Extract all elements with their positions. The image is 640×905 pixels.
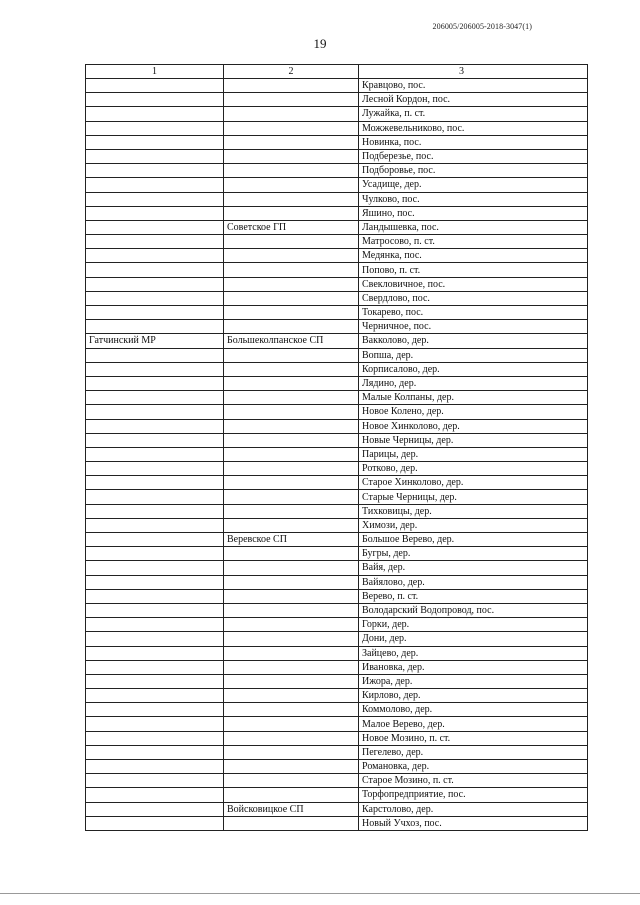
settlement-cell (224, 504, 359, 518)
locality-cell: Ижора, дер. (359, 674, 588, 688)
table-row (86, 376, 588, 390)
table-row (86, 121, 588, 135)
locality-cell: Попово, п. ст. (359, 263, 588, 277)
settlement-cell (224, 249, 359, 263)
page-number: 19 (313, 36, 327, 51)
settlement-cell (224, 760, 359, 774)
settlement-cell (224, 235, 359, 249)
table-row (86, 135, 588, 149)
document-code: 206005/206005-2018-3047(1) (432, 22, 532, 31)
district-cell (86, 774, 224, 788)
settlement-cell (224, 320, 359, 334)
settlement-cell (224, 788, 359, 802)
district-cell (86, 731, 224, 745)
locality-cell: Вопша, дер. (359, 348, 588, 362)
table-row (86, 618, 588, 632)
settlement-cell (224, 717, 359, 731)
column-header-2: 2 (224, 65, 359, 79)
locality-cell: Чулково, пос. (359, 192, 588, 206)
district-cell (86, 263, 224, 277)
settlement-cell (224, 79, 359, 93)
locality-cell: Ивановка, дер. (359, 660, 588, 674)
settlement-cell (224, 518, 359, 532)
column-header-3: 3 (359, 65, 588, 79)
district-cell (86, 618, 224, 632)
district-cell (86, 348, 224, 362)
district-cell (86, 206, 224, 220)
settlement-cell (224, 774, 359, 788)
locality-cell: Подборовье, пос. (359, 164, 588, 178)
settlement-cell (224, 306, 359, 320)
table-row (86, 235, 588, 249)
bottom-scan-edge (0, 893, 640, 894)
table-row (86, 802, 588, 816)
table-row (86, 674, 588, 688)
table-row (86, 476, 588, 490)
district-cell (86, 462, 224, 476)
table-row (86, 447, 588, 461)
table-header-row (86, 65, 588, 79)
district-cell (86, 291, 224, 305)
district-cell (86, 561, 224, 575)
table-row (86, 107, 588, 121)
locality-cell: Новое Колено, дер. (359, 405, 588, 419)
district-cell (86, 419, 224, 433)
district-cell (86, 135, 224, 149)
locality-cell: Торфопредприятие, пос. (359, 788, 588, 802)
locality-cell: Химози, дер. (359, 518, 588, 532)
table-row (86, 206, 588, 220)
locality-cell: Лужайка, п. ст. (359, 107, 588, 121)
table-row (86, 306, 588, 320)
district-cell (86, 220, 224, 234)
settlement-cell: Советское ГП (224, 220, 359, 234)
district-cell (86, 533, 224, 547)
district-cell (86, 646, 224, 660)
locality-cell: Старое Хинколово, дер. (359, 476, 588, 490)
district-cell (86, 816, 224, 830)
locality-cell: Горки, дер. (359, 618, 588, 632)
settlement-cell (224, 589, 359, 603)
locality-cell: Коммолово, дер. (359, 703, 588, 717)
settlement-cell (224, 646, 359, 660)
table-row (86, 504, 588, 518)
settlement-cell (224, 618, 359, 632)
settlement-cell (224, 277, 359, 291)
locality-cell: Вайя, дер. (359, 561, 588, 575)
locality-cell: Медянка, пос. (359, 249, 588, 263)
district-cell (86, 107, 224, 121)
table-row (86, 760, 588, 774)
district-cell (86, 703, 224, 717)
district-cell (86, 306, 224, 320)
settlement-cell (224, 816, 359, 830)
locality-cell: Малое Верево, дер. (359, 717, 588, 731)
settlement-cell (224, 490, 359, 504)
settlement-cell (224, 745, 359, 759)
settlement-cell (224, 419, 359, 433)
locality-cell: Вакколово, дер. (359, 334, 588, 348)
table-row (86, 334, 588, 348)
table-row (86, 603, 588, 617)
district-cell (86, 405, 224, 419)
district-cell (86, 476, 224, 490)
locality-cell: Корписалово, дер. (359, 362, 588, 376)
table-row (86, 249, 588, 263)
settlement-cell: Войсковицкое СП (224, 802, 359, 816)
table-row (86, 689, 588, 703)
table-row (86, 589, 588, 603)
table-row (86, 632, 588, 646)
settlement-cell (224, 476, 359, 490)
district-cell (86, 433, 224, 447)
locality-cell: Старые Черницы, дер. (359, 490, 588, 504)
column-header-1: 1 (86, 65, 224, 79)
district-cell (86, 547, 224, 561)
table-row (86, 433, 588, 447)
district-cell (86, 93, 224, 107)
table-row (86, 164, 588, 178)
locality-cell: Подберезье, пос. (359, 149, 588, 163)
locality-cell: Верево, п. ст. (359, 589, 588, 603)
district-cell (86, 745, 224, 759)
table-row (86, 149, 588, 163)
table-row (86, 490, 588, 504)
locality-cell: Володарский Водопровод, пос. (359, 603, 588, 617)
district-cell (86, 660, 224, 674)
district-cell: Гатчинский МР (86, 334, 224, 348)
table-row (86, 348, 588, 362)
table-row (86, 277, 588, 291)
district-cell (86, 164, 224, 178)
table-row (86, 320, 588, 334)
locality-cell: Бугры, дер. (359, 547, 588, 561)
locality-cell: Дони, дер. (359, 632, 588, 646)
district-cell (86, 235, 224, 249)
settlement-cell (224, 405, 359, 419)
locality-cell: Кирлово, дер. (359, 689, 588, 703)
locality-cell: Ландышевка, пос. (359, 220, 588, 234)
district-cell (86, 674, 224, 688)
table-row (86, 79, 588, 93)
locality-cell: Кравцово, пос. (359, 79, 588, 93)
district-cell (86, 760, 224, 774)
table-row (86, 178, 588, 192)
settlement-cell (224, 731, 359, 745)
table-row (86, 745, 588, 759)
district-cell (86, 447, 224, 461)
district-cell (86, 603, 224, 617)
locality-cell: Новое Хинколово, дер. (359, 419, 588, 433)
settlement-cell (224, 192, 359, 206)
district-cell (86, 178, 224, 192)
table-row (86, 263, 588, 277)
settlement-cell (224, 376, 359, 390)
table-row (86, 575, 588, 589)
district-cell (86, 802, 224, 816)
locality-cell: Свердлово, пос. (359, 291, 588, 305)
table-row (86, 547, 588, 561)
settlement-cell (224, 660, 359, 674)
district-cell (86, 320, 224, 334)
locality-cell: Свекловичное, пос. (359, 277, 588, 291)
locality-cell: Новинка, пос. (359, 135, 588, 149)
locality-cell: Усадище, дер. (359, 178, 588, 192)
settlement-cell (224, 603, 359, 617)
locality-cell: Яшино, пос. (359, 206, 588, 220)
district-cell (86, 490, 224, 504)
settlement-cell (224, 164, 359, 178)
district-cell (86, 504, 224, 518)
settlement-cell (224, 703, 359, 717)
locality-cell: Черничное, пос. (359, 320, 588, 334)
locality-cell: Можжевельниково, пос. (359, 121, 588, 135)
locality-cell: Парицы, дер. (359, 447, 588, 461)
locality-cell: Токарево, пос. (359, 306, 588, 320)
locality-cell: Лядино, дер. (359, 376, 588, 390)
settlement-cell: Большеколпанское СП (224, 334, 359, 348)
settlement-cell (224, 362, 359, 376)
table-body (86, 79, 588, 831)
table-row (86, 220, 588, 234)
locality-cell: Матросово, п. ст. (359, 235, 588, 249)
settlement-cell (224, 447, 359, 461)
district-cell (86, 249, 224, 263)
settlement-cell (224, 575, 359, 589)
settlement-cell (224, 93, 359, 107)
district-cell (86, 689, 224, 703)
locality-cell: Зайцево, дер. (359, 646, 588, 660)
settlement-cell (224, 462, 359, 476)
table-row (86, 703, 588, 717)
settlement-cell (224, 178, 359, 192)
district-cell (86, 362, 224, 376)
district-cell (86, 788, 224, 802)
district-cell (86, 391, 224, 405)
locality-cell: Новый Учхоз, пос. (359, 816, 588, 830)
table-row (86, 518, 588, 532)
district-cell (86, 376, 224, 390)
table-row (86, 291, 588, 305)
locality-cell: Лесной Кордон, пос. (359, 93, 588, 107)
district-cell (86, 589, 224, 603)
table-row (86, 660, 588, 674)
table-row (86, 816, 588, 830)
table-row (86, 646, 588, 660)
table-row (86, 192, 588, 206)
district-cell (86, 518, 224, 532)
locality-cell: Романовка, дер. (359, 760, 588, 774)
settlement-cell (224, 689, 359, 703)
settlement-cell (224, 674, 359, 688)
locality-cell: Новое Мозино, п. ст. (359, 731, 588, 745)
locality-cell: Старое Мозино, п. ст. (359, 774, 588, 788)
settlement-cell (224, 632, 359, 646)
settlement-cell (224, 561, 359, 575)
district-cell (86, 632, 224, 646)
table-row (86, 362, 588, 376)
settlement-cell (224, 107, 359, 121)
locality-cell: Тихковицы, дер. (359, 504, 588, 518)
table-row (86, 788, 588, 802)
settlement-cell (224, 121, 359, 135)
district-cell (86, 192, 224, 206)
district-cell (86, 277, 224, 291)
table-row (86, 462, 588, 476)
district-cell (86, 575, 224, 589)
locality-cell: Ротково, дер. (359, 462, 588, 476)
table-row (86, 561, 588, 575)
locality-cell: Вайялово, дер. (359, 575, 588, 589)
locality-cell: Большое Верево, дер. (359, 533, 588, 547)
district-cell (86, 149, 224, 163)
table-row (86, 717, 588, 731)
locality-cell: Малые Колпаны, дер. (359, 391, 588, 405)
table-row (86, 391, 588, 405)
settlements-table (85, 64, 588, 831)
table-row (86, 533, 588, 547)
table-row (86, 405, 588, 419)
table-row (86, 774, 588, 788)
settlement-cell (224, 206, 359, 220)
locality-cell: Пегелево, дер. (359, 745, 588, 759)
district-cell (86, 121, 224, 135)
settlement-cell: Веревское СП (224, 533, 359, 547)
settlement-cell (224, 291, 359, 305)
settlement-cell (224, 149, 359, 163)
table-row (86, 419, 588, 433)
settlement-cell (224, 547, 359, 561)
table-row (86, 93, 588, 107)
table-row (86, 731, 588, 745)
settlement-cell (224, 391, 359, 405)
settlement-cell (224, 348, 359, 362)
locality-cell: Новые Черницы, дер. (359, 433, 588, 447)
district-cell (86, 79, 224, 93)
district-cell (86, 717, 224, 731)
locality-cell: Карстолово, дер. (359, 802, 588, 816)
settlement-cell (224, 135, 359, 149)
settlement-cell (224, 433, 359, 447)
settlement-cell (224, 263, 359, 277)
